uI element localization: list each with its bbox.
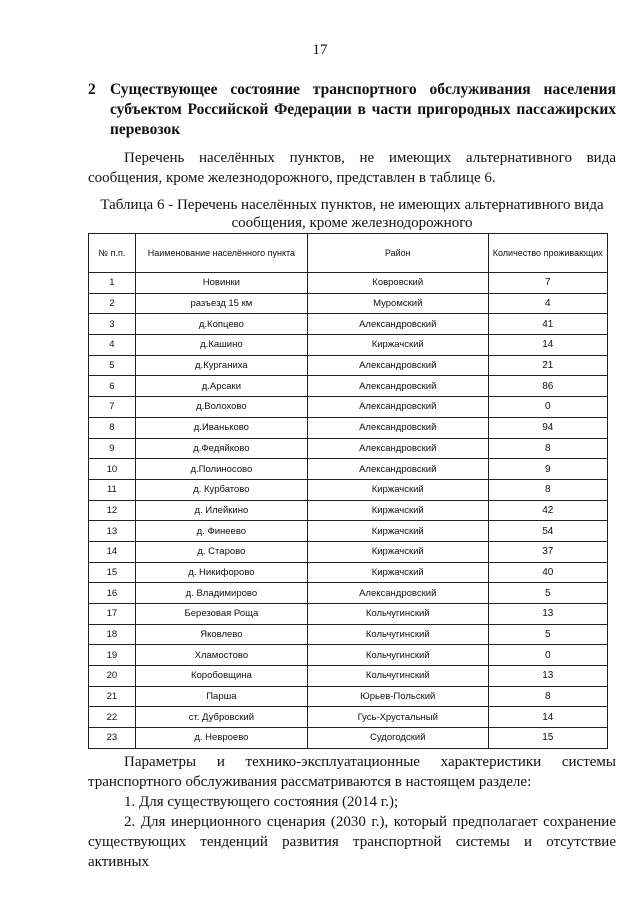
cell-number: 20: [89, 666, 136, 687]
cell-residents: 94: [488, 417, 608, 438]
cell-residents: 8: [488, 438, 608, 459]
cell-settlement: Коробовщина: [135, 666, 307, 687]
cell-residents: 15: [488, 728, 608, 749]
cell-number: 1: [89, 273, 136, 294]
header-number: № п.п.: [89, 234, 136, 273]
cell-district: Кольчугинский: [307, 666, 488, 687]
cell-settlement: Парша: [135, 686, 307, 707]
table-row: [89, 604, 608, 625]
cell-district: Александровский: [307, 438, 488, 459]
cell-settlement: д. Илейкино: [135, 500, 307, 521]
cell-district: Юрьев-Польский: [307, 686, 488, 707]
cell-number: 23: [89, 728, 136, 749]
cell-number: 4: [89, 335, 136, 356]
cell-district: Киржачский: [307, 562, 488, 583]
cell-settlement: д.Федяйково: [135, 438, 307, 459]
cell-residents: 14: [488, 335, 608, 356]
cell-district: Киржачский: [307, 335, 488, 356]
cell-number: 12: [89, 500, 136, 521]
cell-number: 2: [89, 293, 136, 314]
cell-number: 17: [89, 604, 136, 625]
cell-residents: 13: [488, 604, 608, 625]
cell-residents: 41: [488, 314, 608, 335]
cell-residents: 37: [488, 541, 608, 562]
cell-district: Александровский: [307, 397, 488, 418]
table-row: [89, 645, 608, 666]
cell-number: 22: [89, 707, 136, 728]
cell-settlement: ст. Дубровский: [135, 707, 307, 728]
cell-district: Александровский: [307, 417, 488, 438]
cell-settlement: д. Владимирово: [135, 583, 307, 604]
cell-district: Киржачский: [307, 541, 488, 562]
cell-district: Гусь-Хрустальный: [307, 707, 488, 728]
table-row: [89, 500, 608, 521]
cell-number: 8: [89, 417, 136, 438]
cell-settlement: д. Финеево: [135, 521, 307, 542]
table-row: [89, 355, 608, 376]
cell-district: Кольчугинский: [307, 624, 488, 645]
cell-number: 18: [89, 624, 136, 645]
cell-number: 5: [89, 355, 136, 376]
cell-settlement: Хламостово: [135, 645, 307, 666]
table-row: [89, 686, 608, 707]
cell-settlement: Яковлево: [135, 624, 307, 645]
cell-district: Александровский: [307, 459, 488, 480]
cell-number: 3: [89, 314, 136, 335]
cell-number: 21: [89, 686, 136, 707]
cell-district: Киржачский: [307, 479, 488, 500]
cell-district: Александровский: [307, 583, 488, 604]
cell-district: Кольчугинский: [307, 645, 488, 666]
table-row: [89, 397, 608, 418]
table-row: [89, 583, 608, 604]
cell-residents: 0: [488, 397, 608, 418]
table-row: [89, 376, 608, 397]
cell-settlement: д. Никифорово: [135, 562, 307, 583]
header-settlement: Наименование населённого пункта: [135, 234, 307, 273]
table-row: [89, 728, 608, 749]
cell-district: Кольчугинский: [307, 604, 488, 625]
cell-number: 15: [89, 562, 136, 583]
table-row: [89, 666, 608, 687]
cell-district: Киржачский: [307, 521, 488, 542]
cell-settlement: д. Старово: [135, 541, 307, 562]
cell-residents: 21: [488, 355, 608, 376]
cell-residents: 9: [488, 459, 608, 480]
cell-number: 11: [89, 479, 136, 500]
cell-residents: 5: [488, 624, 608, 645]
cell-district: Ковровский: [307, 273, 488, 294]
cell-settlement: д. Невроево: [135, 728, 307, 749]
cell-settlement: д.Арсаки: [135, 376, 307, 397]
list-item-1: 1. Для существующего состояния (2014 г.);: [124, 794, 399, 810]
cell-settlement: д.Кашино: [135, 335, 307, 356]
table-header-row: [89, 234, 608, 273]
table-row: [89, 479, 608, 500]
cell-settlement: д. Курбатово: [135, 479, 307, 500]
cell-number: 10: [89, 459, 136, 480]
params-paragraph: Параметры и технико-эксплуатационные характеристики системы транспортного обслуживания рассматриваются в настоящем разделе:: [88, 754, 616, 790]
cell-residents: 86: [488, 376, 608, 397]
cell-district: Киржачский: [307, 500, 488, 521]
table-row: [89, 624, 608, 645]
settlements-table: [88, 233, 608, 749]
cell-residents: 0: [488, 645, 608, 666]
table-row: [89, 438, 608, 459]
cell-district: Муромский: [307, 293, 488, 314]
cell-residents: 13: [488, 666, 608, 687]
cell-settlement: д.Волохово: [135, 397, 307, 418]
cell-residents: 8: [488, 686, 608, 707]
cell-number: 7: [89, 397, 136, 418]
cell-settlement: д.Курганиха: [135, 355, 307, 376]
table-row: [89, 417, 608, 438]
table-row: [89, 521, 608, 542]
page-number: 17: [312, 42, 328, 58]
cell-settlement: д.Иваньково: [135, 417, 307, 438]
table-row: [89, 273, 608, 294]
cell-settlement: Новинки: [135, 273, 307, 294]
cell-number: 13: [89, 521, 136, 542]
table-row: [89, 314, 608, 335]
table-row: [89, 293, 608, 314]
header-residents: Количество проживающих: [488, 234, 608, 273]
cell-number: 6: [89, 376, 136, 397]
cell-number: 9: [89, 438, 136, 459]
section-number: 2: [88, 81, 96, 98]
cell-number: 19: [89, 645, 136, 666]
cell-residents: 40: [488, 562, 608, 583]
table-body: [89, 273, 608, 749]
table-row: [89, 562, 608, 583]
table-row: [89, 541, 608, 562]
section-title: Существующее состояние транспортного обслуживания населения субъектом Российской Федерации в части пригородных пассажирских перевозок: [110, 81, 616, 138]
table-row: [89, 459, 608, 480]
header-district: Район: [307, 234, 488, 273]
cell-residents: 5: [488, 583, 608, 604]
table-row: [89, 335, 608, 356]
table-caption: Таблица 6 - Перечень населённых пунктов, не имеющих альтернативного вида сообщения, кроме железнодорожного: [100, 197, 604, 231]
cell-residents: 42: [488, 500, 608, 521]
cell-district: Судогодский: [307, 728, 488, 749]
cell-settlement: Березовая Роща: [135, 604, 307, 625]
cell-residents: 54: [488, 521, 608, 542]
section-heading: [88, 80, 616, 140]
cell-district: Александровский: [307, 376, 488, 397]
cell-residents: 8: [488, 479, 608, 500]
intro-paragraph: Перечень населённых пунктов, не имеющих альтернативного вида сообщения, кроме железнодорожного, представлен в таблице 6.: [88, 150, 616, 186]
table-row: [89, 707, 608, 728]
cell-district: Александровский: [307, 314, 488, 335]
cell-settlement: д.Полиносово: [135, 459, 307, 480]
cell-district: Александровский: [307, 355, 488, 376]
cell-number: 14: [89, 541, 136, 562]
cell-residents: 4: [488, 293, 608, 314]
list-item-2: 2. Для инерционного сценария (2030 г.), который предполагает сохранение существующих тенденций развития транспортной системы и отсутствие активных: [88, 814, 616, 870]
cell-residents: 14: [488, 707, 608, 728]
cell-residents: 7: [488, 273, 608, 294]
cell-number: 16: [89, 583, 136, 604]
cell-settlement: д.Копцево: [135, 314, 307, 335]
cell-settlement: разъезд 15 км: [135, 293, 307, 314]
